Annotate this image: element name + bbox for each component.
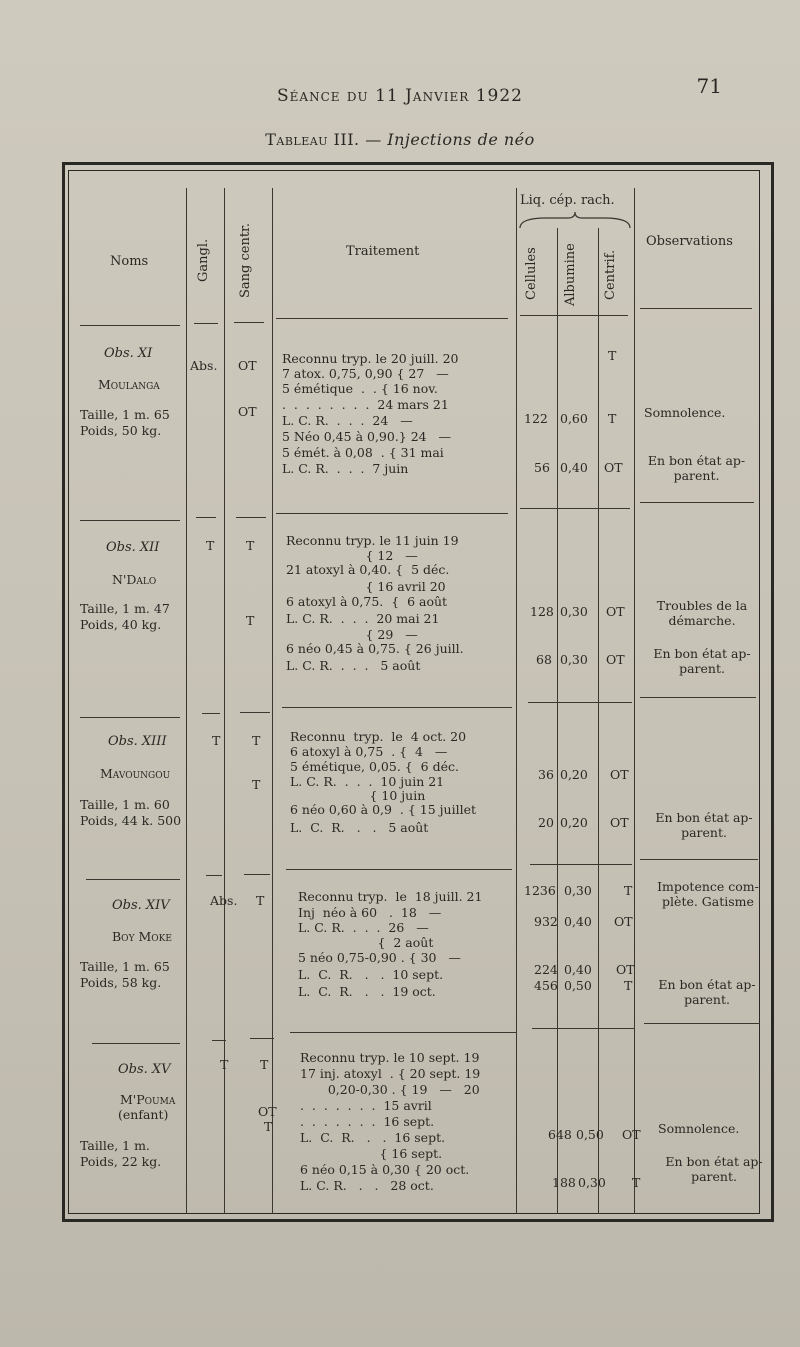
centrif-value: T [608, 348, 617, 363]
header-traitement: Traitement [346, 244, 420, 259]
treatment-line: L. C. R. . . . 24 — [282, 413, 413, 428]
albumine-value: 0,40 [564, 962, 592, 977]
albumine-value: 0,20 [560, 767, 588, 782]
patient-weight: Poids, 58 kg. [80, 975, 162, 990]
header-rule [194, 323, 218, 324]
observation-text: Impotence com-plète. Gatisme [657, 879, 759, 909]
patient-name: Boy Moke [112, 929, 172, 944]
row-separator [282, 707, 512, 708]
observation-text: En bon état ap-parent. [655, 810, 753, 840]
cellules-value: 456 [534, 978, 558, 993]
row-separator [244, 874, 270, 875]
col-rule-noms [186, 188, 187, 1214]
header-sang: Sang centr. [238, 223, 253, 298]
centrif-value: T [608, 411, 617, 426]
cellules-value: 20 [538, 815, 554, 830]
patient-name: Moulanga [98, 377, 160, 392]
albumine-value: 0,20 [560, 815, 588, 830]
row-separator [640, 697, 756, 698]
treatment-line: 17 inj. atoxyl . { 20 sept. 19 [300, 1066, 481, 1081]
row-separator [202, 713, 220, 714]
header-rule [640, 308, 752, 309]
treatment-line: 5 néo 0,75-0,90 . { 30 — [298, 950, 461, 965]
table-label: Tableau III. [265, 130, 360, 149]
treatment-line: Reconnu tryp. le 20 juill. 20 [282, 351, 459, 366]
header-rule [234, 322, 264, 323]
header-albumine: Albumine [563, 243, 578, 306]
header-gangl: Gangl. [196, 238, 211, 282]
centrif-value: OT [604, 460, 623, 475]
treatment-line: L. C. R. . . 16 sept. [300, 1130, 446, 1145]
col-rule-cellules [557, 228, 558, 1214]
page-number: 71 [696, 74, 722, 98]
sang-value: T [246, 613, 255, 628]
treatment-line: 6 néo 0,60 à 0,9 . { 15 juillet [290, 802, 477, 817]
col-rule-traitement [516, 188, 517, 1214]
treatment-line: L. C. R. . . 5 août [290, 820, 429, 835]
treatment-line: . . . . . . . 15 avril [300, 1098, 432, 1113]
albumine-value: 0,40 [560, 460, 588, 475]
obs-number: Obs. XIV [112, 898, 170, 913]
cellules-value: 932 [534, 914, 558, 929]
row-separator [92, 1043, 180, 1044]
header-rule [80, 325, 180, 326]
centrif-value: OT [606, 604, 625, 619]
patient-height: Taille, 1 m. 65 [80, 407, 170, 422]
row-separator [80, 520, 180, 521]
row-separator [212, 1040, 226, 1041]
patient-height: Taille, 1 m. 60 [80, 797, 170, 812]
centrif-value: OT [610, 815, 629, 830]
row-separator [86, 879, 180, 880]
treatment-line: 5 émét. à 0,08 . { 31 mai [282, 445, 444, 460]
table-sep: — [359, 130, 388, 149]
centrif-value: T [624, 978, 633, 993]
treatment-line: { 2 août [298, 935, 434, 950]
treatment-line: Inj néo à 60 . 18 — [298, 905, 442, 920]
gangl-value: T [206, 538, 215, 553]
row-separator [286, 869, 512, 870]
cellules-value: 1236 [524, 883, 556, 898]
obs-number: Obs. XII [106, 540, 160, 555]
treatment-line: L. C. R. . . 28 oct. [300, 1178, 434, 1193]
treatment-line: 5 Néo 0,45 à 0,90.} 24 — [282, 429, 452, 444]
sang-value: T [260, 1057, 269, 1072]
row-separator [236, 517, 266, 518]
row-separator [528, 702, 632, 703]
header-observations: Observations [646, 234, 733, 249]
cellules-value: 648 [548, 1127, 572, 1142]
col-rule-albumine [598, 228, 599, 1214]
albumine-value: 0,50 [576, 1127, 604, 1142]
treatment-line: 6 atoxyl à 0,75 . { 4 — [290, 744, 448, 759]
treatment-line: Reconnu tryp. le 18 juill. 21 [298, 889, 483, 904]
cellules-value: 56 [534, 460, 550, 475]
treatment-line: 6 néo 0,45 à 0,75. { 26 juill. [286, 641, 464, 656]
row-separator [250, 1038, 274, 1039]
treatment-line: Reconnu tryp. le 10 sept. 19 [300, 1050, 480, 1065]
centrif-value: OT [606, 652, 625, 667]
patient-weight: Poids, 50 kg. [80, 423, 162, 438]
sang-value: T [256, 893, 265, 908]
cellules-value: 128 [530, 604, 554, 619]
treatment-line: Reconnu tryp. le 4 oct. 20 [290, 729, 467, 744]
patient-name: M'Pouma [120, 1092, 176, 1107]
centrif-value: T [632, 1175, 641, 1190]
centrif-value: OT [622, 1127, 641, 1142]
col-rule-sang [272, 188, 273, 1214]
sang-value: T [246, 538, 255, 553]
treatment-line: 5 émétique, 0,05. { 6 déc. [290, 759, 459, 774]
treatment-line: . . . . . . . 16 sept. [300, 1114, 435, 1129]
row-separator [240, 712, 270, 713]
row-separator [80, 717, 180, 718]
gangl-value: T [220, 1057, 229, 1072]
albumine-value: 0,50 [564, 978, 592, 993]
treatment-line: 7 atox. 0,75, 0,90 { 27 — [282, 366, 449, 381]
row-separator [206, 875, 222, 876]
col-rule-centrif [634, 188, 635, 1214]
row-separator [644, 1023, 760, 1024]
patient-height: Taille, 1 m. 47 [80, 601, 170, 616]
treatment-line: 21 atoxyl à 0,40. { 5 déc. [286, 562, 450, 577]
treatment-line: 0,20-0,30 . { 19 — 20 [300, 1082, 480, 1097]
obs-number: Obs. XV [118, 1062, 171, 1077]
running-head: Séance du 11 Janvier 1922 [277, 86, 523, 106]
treatment-line: { 29 — [286, 627, 418, 642]
gangl-value: Abs. [210, 893, 238, 908]
albumine-value: 0,40 [564, 914, 592, 929]
row-separator [520, 508, 630, 509]
albumine-value: 0,30 [560, 604, 588, 619]
sang-value: OT [238, 358, 257, 373]
patient-weight: Poids, 22 kg. [80, 1154, 162, 1169]
cellules-value: 122 [524, 411, 548, 426]
sang-value: OT [258, 1104, 277, 1119]
patient-name: N'Dalo [112, 572, 157, 587]
patient-weight: Poids, 44 k. 500 [80, 813, 182, 828]
patient-height: Taille, 1 m. [80, 1138, 150, 1153]
observation-text: En bon état ap-parent. [658, 977, 756, 1007]
treatment-line: 5 émétique . . { 16 nov. [282, 381, 438, 396]
treatment-line: { 12 — [286, 548, 418, 563]
observation-text: En bon état ap-parent. [665, 1154, 763, 1184]
cellules-value: 224 [534, 962, 558, 977]
centrif-value: OT [610, 767, 629, 782]
treatment-line: L. C. R. . . . 26 — [298, 920, 429, 935]
row-separator [532, 1028, 634, 1029]
treatment-line: L. C. R. . . 19 oct. [298, 984, 436, 999]
header-noms: Noms [110, 254, 149, 269]
albumine-value: 0,30 [564, 883, 592, 898]
treatment-line: L. C. R. . . . 20 mai 21 [286, 611, 440, 626]
observation-text: Somnolence. [658, 1121, 740, 1136]
treatment-line: Reconnu tryp. le 11 juin 19 [286, 533, 459, 548]
observation-text: Troubles de la démarche. [656, 598, 748, 628]
header-cellules: Cellules [524, 247, 539, 300]
treatment-line: L. C. R. . . . 5 août [286, 658, 421, 673]
albumine-value: 0,30 [578, 1175, 606, 1190]
albumine-value: 0,30 [560, 652, 588, 667]
row-separator [530, 864, 632, 865]
patient-name: Mavoungou [100, 766, 171, 781]
sang-value: T [252, 777, 261, 792]
patient-weight: Poids, 40 kg. [80, 617, 162, 632]
header-rule [276, 318, 508, 319]
centrif-value: T [624, 883, 633, 898]
gangl-value: T [212, 733, 221, 748]
header-centrif: Centrif. [603, 249, 618, 300]
header-liq: Liq. cép. rach. [520, 193, 615, 208]
gangl-value: Abs. [190, 358, 218, 373]
treatment-line: 6 néo 0,15 à 0,30 { 20 oct. [300, 1162, 470, 1177]
table-title [0, 130, 800, 149]
cellules-value: 68 [536, 652, 552, 667]
obs-number: Obs. XIII [108, 734, 167, 749]
sang-value: T [252, 733, 261, 748]
treatment-line: { 16 avril 20 [286, 579, 446, 594]
cellules-value: 188 [552, 1175, 576, 1190]
header-rule [520, 315, 628, 316]
sang-value: OT [238, 404, 257, 419]
row-separator [640, 859, 758, 860]
treatment-line: L. C. R. . . . 7 juin [282, 461, 409, 476]
cellules-value: 36 [538, 767, 554, 782]
treatment-line: { 16 sept. [300, 1146, 443, 1161]
treatment-line: 6 atoxyl à 0,75. { 6 août [286, 594, 448, 609]
centrif-value: OT [614, 914, 633, 929]
row-separator [290, 1032, 516, 1033]
row-separator [640, 502, 754, 503]
treatment-line: L. C. R. . . 10 sept. [298, 967, 444, 982]
treatment-line: . . . . . . . . 24 mars 21 [282, 397, 449, 412]
centrif-value: OT [616, 962, 635, 977]
observation-text: En bon état ap-parent. [647, 453, 746, 483]
row-separator [276, 513, 508, 514]
obs-number: Obs. XI [104, 346, 153, 361]
sang-value: T [264, 1119, 273, 1134]
patient-name-note: (enfant) [118, 1107, 169, 1122]
patient-height: Taille, 1 m. 65 [80, 959, 170, 974]
observation-text: Somnolence. [644, 405, 726, 420]
brace-liq [518, 210, 632, 230]
treatment-line: L. C. R. . . . 10 juin 21 [290, 774, 445, 789]
table-caption: Injections de néo [387, 130, 535, 149]
observation-text: En bon état ap-parent. [653, 646, 751, 676]
albumine-value: 0,60 [560, 411, 588, 426]
treatment-line: { 10 juin [290, 788, 426, 803]
row-separator [196, 517, 216, 518]
